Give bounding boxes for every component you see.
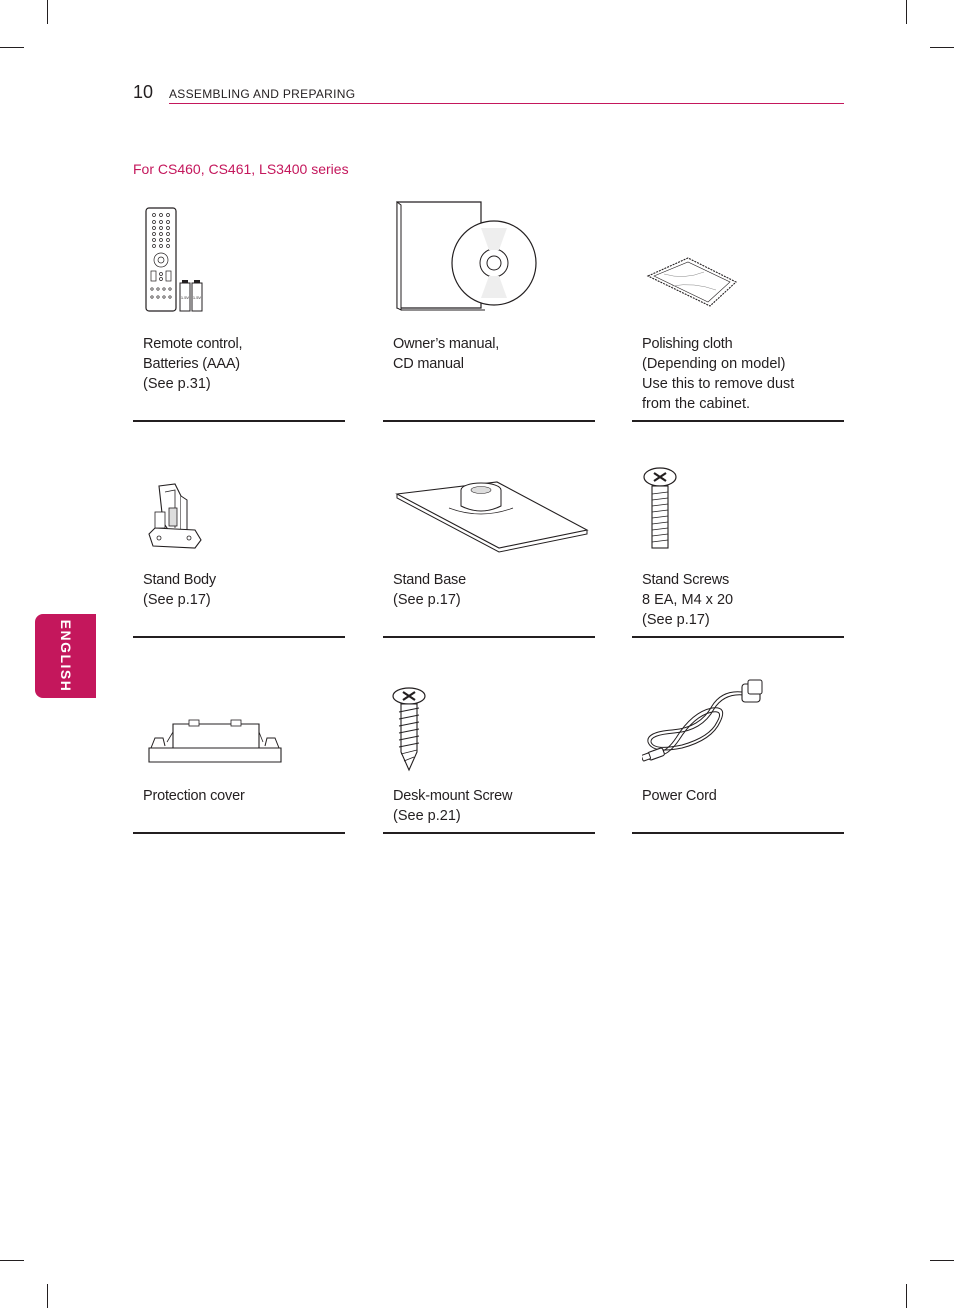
header-rule: [169, 103, 844, 104]
remote-control-icon: [145, 207, 217, 313]
item-label: Protection cover: [143, 788, 245, 804]
item-stand-base: [383, 422, 595, 638]
crop-mark: [0, 47, 24, 48]
item-label: Polishing cloth (Depending on model) Use this to remove dust from the cabinet.: [642, 336, 795, 412]
item-label: Stand Body (See p.17): [143, 572, 216, 608]
item-polishing-cloth: [632, 200, 844, 422]
power-cord-icon: [642, 678, 766, 774]
crop-mark: [930, 47, 954, 48]
screw-icon: [642, 466, 678, 554]
desk-screw-icon: [391, 686, 431, 774]
crop-mark: [906, 0, 907, 24]
item-label: Stand Screws 8 EA, M4 x 20 (See p.17): [642, 572, 734, 628]
item-stand-body: [133, 422, 345, 638]
section-title: ASSEMBLING AND PREPARING: [169, 87, 356, 101]
item-label: Remote control, Batteries (AAA) (See p.31): [143, 336, 243, 392]
item-desk-mount-screw: [383, 638, 595, 834]
polishing-cloth-icon: [644, 252, 740, 312]
crop-mark: [47, 1284, 48, 1308]
item-divider: [383, 832, 595, 834]
svg-text:1.5V: 1.5V: [192, 295, 202, 300]
item-owners-manual: [383, 200, 595, 422]
crop-mark: [47, 0, 48, 24]
page-header: [133, 82, 844, 104]
svg-text:1.5V: 1.5V: [180, 295, 190, 300]
stand-body-icon: [145, 482, 205, 552]
crop-mark: [0, 1260, 24, 1261]
page-number: 10: [133, 82, 154, 102]
protection-cover-icon: [145, 716, 285, 768]
stand-base-icon: [393, 476, 589, 554]
item-power-cord: [632, 638, 844, 834]
item-label: Owner’s manual, CD manual: [393, 336, 500, 372]
item-remote-control: [133, 200, 345, 422]
series-heading: For CS460, CS461, LS3400 series: [133, 161, 349, 177]
item-label: Desk-mount Screw (See p.21): [393, 788, 513, 824]
item-divider: [133, 832, 345, 834]
item-protection-cover: [133, 638, 345, 834]
item-stand-screws: [632, 422, 844, 638]
item-divider: [632, 832, 844, 834]
item-label: Stand Base (See p.17): [393, 572, 466, 608]
manual-cd-icon: [393, 200, 543, 312]
crop-mark: [930, 1260, 954, 1261]
battery-icon: [180, 280, 202, 311]
crop-mark: [906, 1284, 907, 1308]
language-tab: [35, 614, 96, 698]
language-tab-label: ENGLISH: [57, 619, 74, 693]
item-label: Power Cord: [642, 788, 717, 804]
